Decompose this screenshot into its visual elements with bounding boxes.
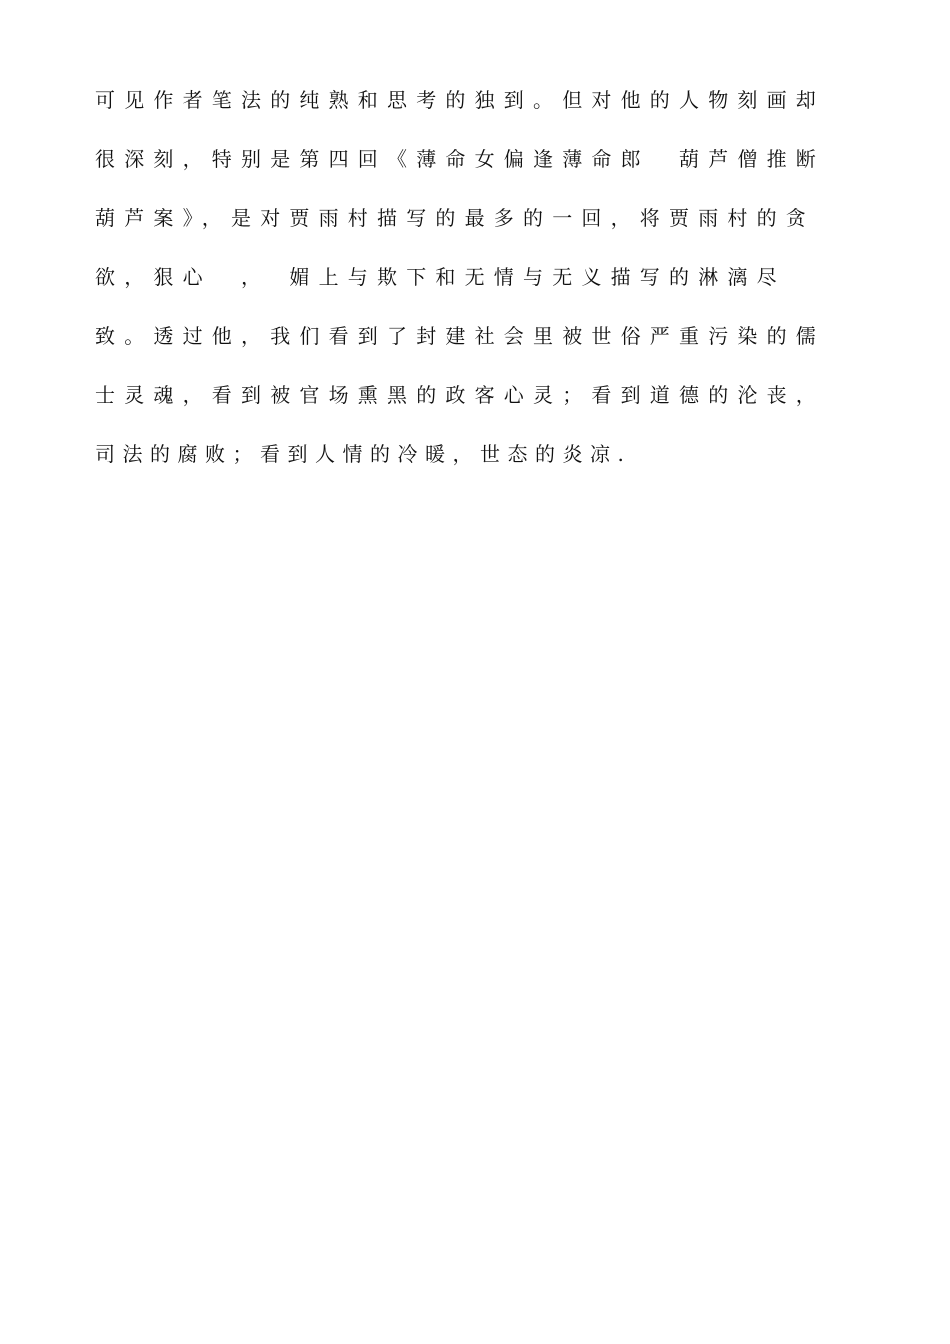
paragraph-line: 致。透过他，我们看到了封建社会里被世俗严重污染的儒 (95, 324, 825, 348)
paragraph-line: 可见作者笔法的纯熟和思考的独到。但对他的人物刻画却 (95, 88, 825, 112)
paragraph-line: 士灵魂，看到被官场熏黑的政客心灵；看到道德的沦丧， (95, 383, 825, 407)
paragraph-line: 葫芦案》，是对贾雨村描写的最多的一回，将贾雨村的贪 (95, 206, 815, 230)
body-paragraph (95, 80, 858, 493)
paragraph-line: 很深刻，特别是第四回《薄命女偏逢薄命郎 葫芦僧推断 (95, 147, 825, 171)
paragraph-line: 欲，狠心 ， 媚上与欺下和无情与无义描写的淋漓尽 (95, 265, 786, 289)
paragraph-line: 司法的腐败；看到人情的冷暖，世态的炎凉. (95, 442, 632, 466)
